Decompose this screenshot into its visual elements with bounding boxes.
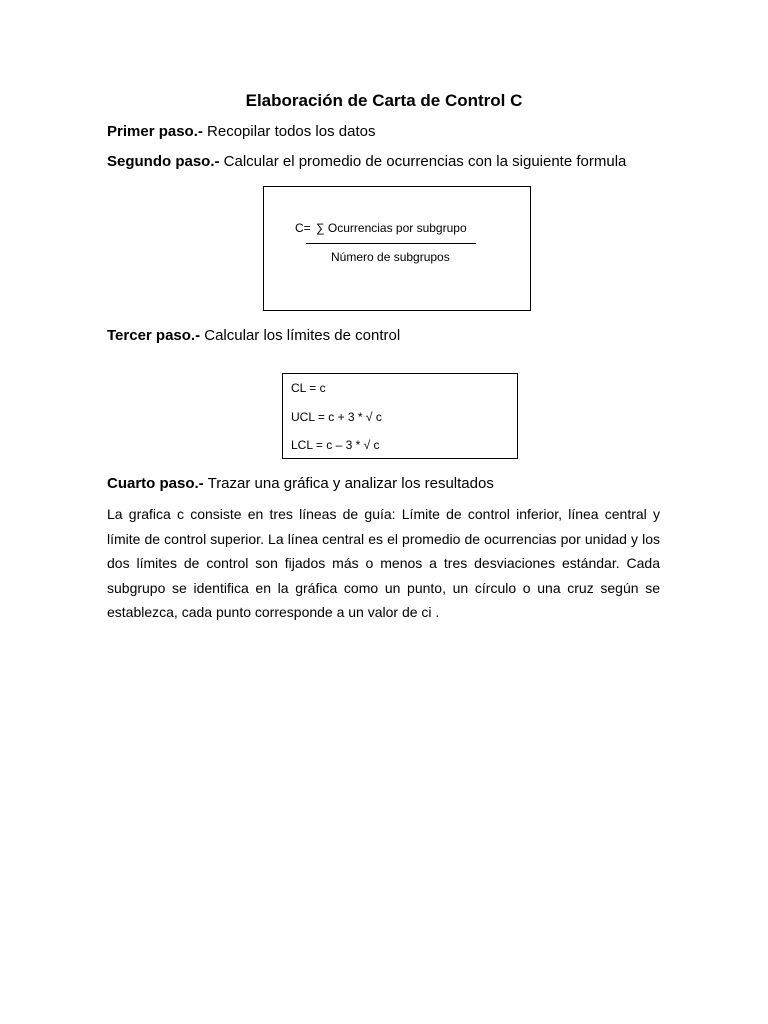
step-1-label: Primer paso.- [107, 123, 203, 140]
average-formula-box [263, 186, 531, 311]
page-title: Elaboración de Carta de Control C [245, 91, 523, 110]
step-3-text: Calcular los límites de control [200, 327, 401, 344]
formula-lhs: C= [295, 221, 311, 235]
control-limits-box [282, 373, 518, 459]
step-4-text: Trazar una gráfica y analizar los resultados [203, 475, 494, 492]
upper-limit-formula: UCL = c + 3 * √ c [291, 410, 382, 424]
formula-numerator: ∑ Ocurrencias por subgrupo [316, 221, 467, 235]
step-2-label: Segundo paso.- [107, 153, 220, 170]
body-paragraph: La grafica c consiste en tres líneas de guía: Límite de control inferior, línea central y límite de control superior. La línea central es el promedio de ocurrencias por unidad y los dos límites de control son fijados más o menos a tres desviaciones estándar. Cada subgrupo se identifica en la gráfica como un punto, un círculo o una cruz según se establezca, cada punto corresponde a un valor de ci . [107, 506, 660, 620]
lower-limit-formula: LCL = c – 3 * √ c [291, 438, 380, 452]
formula-denominator: Número de subgrupos [331, 250, 450, 264]
step-1 [107, 123, 375, 140]
step-2 [107, 153, 626, 170]
step-2-text: Calcular el promedio de ocurrencias con la siguiente formula [219, 153, 627, 170]
center-line-formula: CL = c [291, 381, 326, 395]
step-4 [107, 475, 494, 492]
fraction-bar [306, 243, 476, 244]
step-4-label: Cuarto paso.- [107, 475, 204, 492]
step-3-label: Tercer paso.- [107, 327, 201, 344]
step-1-text: Recopilar todos los datos [202, 123, 376, 140]
step-3 [107, 327, 400, 344]
